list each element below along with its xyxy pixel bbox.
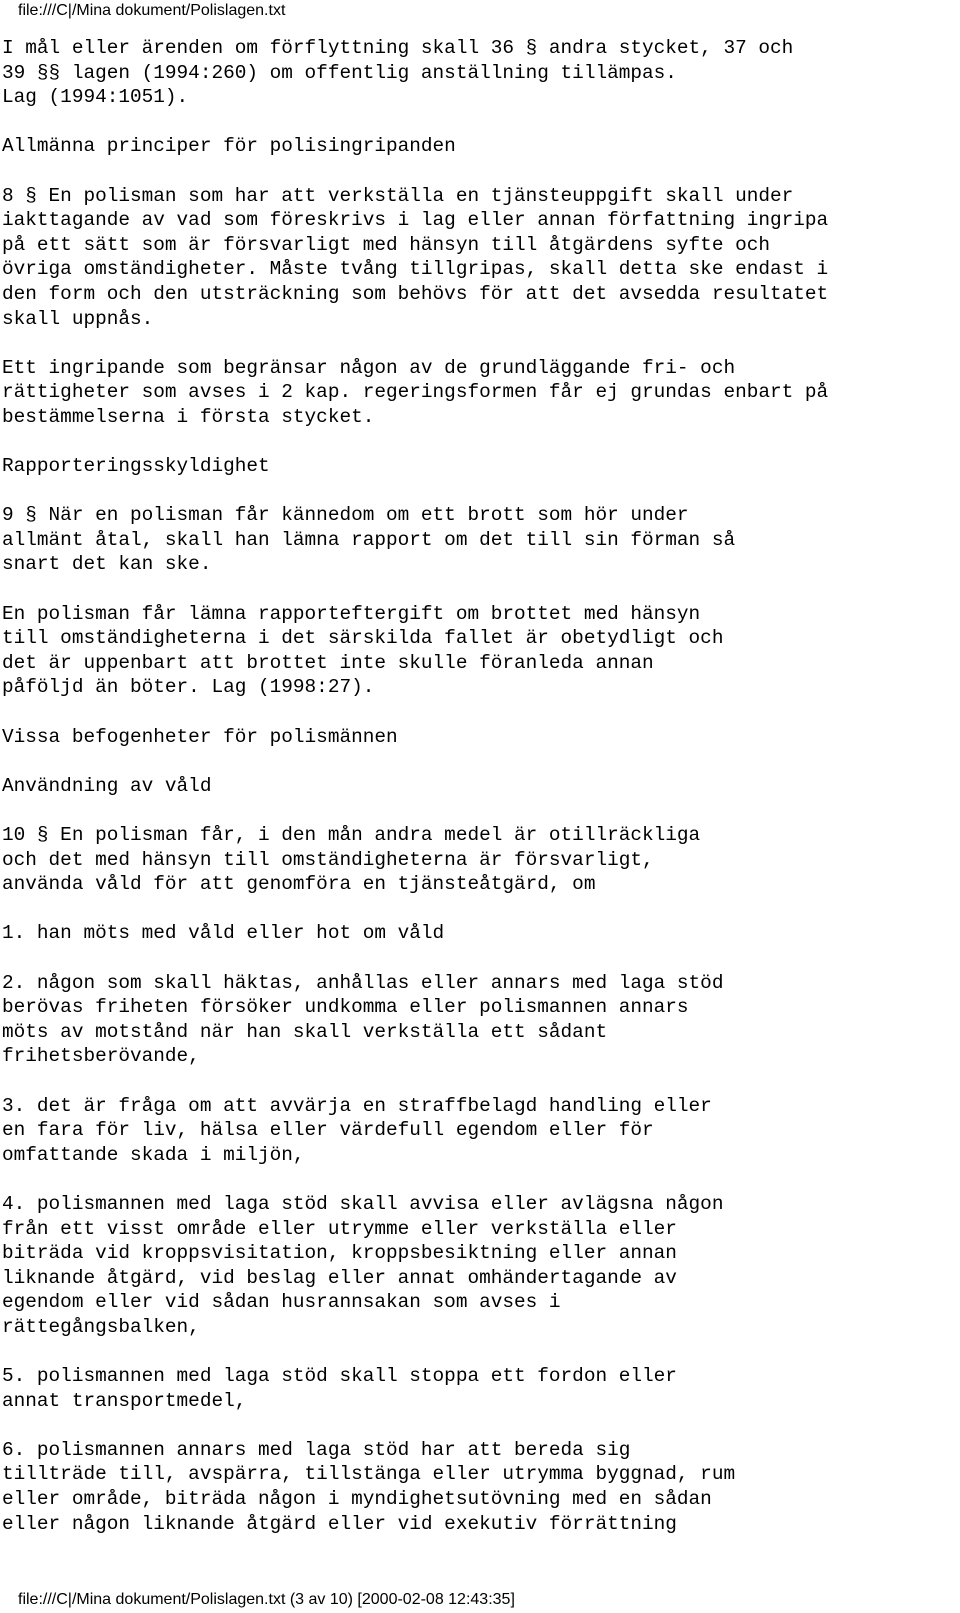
text-line: använda våld för att genomföra en tjänsteåtgärd, om <box>2 873 596 896</box>
document-paragraph <box>2 602 958 700</box>
text-line: Lag (1994:1051). <box>2 86 189 109</box>
text-line: på ett sätt som är försvarligt med hänsyn till åtgärdens syfte och <box>2 233 770 256</box>
text-line: Ett ingripande som begränsar någon av de grundläggande fri- och <box>2 356 736 379</box>
document-paragraph <box>2 184 958 332</box>
text-line: 8 § En polisman som har att verkställa en tjänsteuppgift skall under <box>2 184 794 207</box>
document-paragraph <box>2 1094 958 1168</box>
document-paragraph <box>2 921 958 946</box>
text-line: påföljd än böter. Lag (1998:27). <box>2 676 375 699</box>
text-line: 2. någon som skall häktas, anhållas eller annars med laga stöd <box>2 971 724 994</box>
document-paragraph <box>2 356 958 430</box>
document-paragraph <box>2 1438 958 1536</box>
text-line: iakttagande av vad som föreskrivs i lag eller annan författning ingripa <box>2 209 829 232</box>
text-line: en fara för liv, hälsa eller värdefull egendom eller för <box>2 1119 654 1142</box>
text-line: Rapporteringsskyldighet <box>2 455 270 478</box>
text-line: den form och den utsträckning som behövs för att det avsedda resultatet <box>2 282 829 305</box>
text-line: egendom eller vid sådan husrannsakan som avses i <box>2 1291 561 1314</box>
header-file-url: file:///C|/Mina dokument/Polislagen.txt <box>18 2 286 19</box>
text-line: Allmänna principer för polisingripanden <box>2 135 456 158</box>
text-line: 9 § När en polisman får kännedom om ett brott som hör under <box>2 504 689 527</box>
document-paragraph <box>2 503 958 577</box>
text-line: Vissa befogenheter för polismännen <box>2 725 398 748</box>
text-line: allmänt åtal, skall han lämna rapport om det till sin förman så <box>2 528 736 551</box>
document-paragraph <box>2 36 958 110</box>
text-line: biträda vid kroppsvisitation, kroppsbesiktning eller annan <box>2 1242 677 1265</box>
text-line: 10 § En polisman får, i den mån andra medel är otillräckliga <box>2 824 701 846</box>
text-line: I mål eller ärenden om förflyttning skall 36 § andra stycket, 37 och <box>2 37 794 59</box>
document-paragraph <box>2 823 958 897</box>
text-line: 4. polismannen med laga stöd skall avvisa eller avlägsna någon <box>2 1192 724 1215</box>
document-paragraph <box>2 971 958 1069</box>
text-line: från ett visst område eller utrymme eller verkställa eller <box>2 1217 677 1240</box>
text-line: 5. polismannen med laga stöd skall stoppa ett fordon eller <box>2 1365 677 1388</box>
document-paragraph <box>2 1192 958 1340</box>
text-line: till omständigheterna i det särskilda fallet är obetydligt och <box>2 627 724 650</box>
text-line: rättegångsbalken, <box>2 1315 200 1338</box>
text-line: En polisman får lämna rapporteftergift om brottet med hänsyn <box>2 602 701 625</box>
text-line: rättigheter som avses i 2 kap. regeringsformen får ej grundas enbart på <box>2 381 829 404</box>
text-line: skall uppnås. <box>2 307 154 330</box>
text-line: omfattande skada i miljön, <box>2 1143 305 1166</box>
footer-file-info: file:///C|/Mina dokument/Polislagen.txt (3 av 10) [2000-02-08 12:43:35] <box>18 1591 515 1608</box>
text-line: övriga omständigheter. Måste tvång tillgripas, skall detta ske endast i <box>2 258 829 281</box>
text-line: Användning av våld <box>2 774 212 797</box>
text-line: tillträde till, avspärra, tillstänga eller utrymma byggnad, rum <box>2 1463 736 1486</box>
document-paragraph <box>2 134 958 159</box>
document-paragraph <box>2 725 958 750</box>
text-line: berövas friheten försöker undkomma eller polismannen annars <box>2 996 689 1019</box>
text-line: eller område, biträda någon i myndighetsutövning med en sådan <box>2 1488 712 1511</box>
document-paragraph <box>2 1364 958 1413</box>
document-paragraph <box>2 454 958 479</box>
text-line: 6. polismannen annars med laga stöd har att bereda sig <box>2 1438 631 1461</box>
text-line: och det med hänsyn till omständigheterna är försvarligt, <box>2 848 654 871</box>
text-line: 39 §§ lagen (1994:260) om offentlig anställning tillämpas. <box>2 61 677 84</box>
text-line: bestämmelserna i första stycket. <box>2 405 375 428</box>
text-line: möts av motstånd när han skall verkställa ett sådant <box>2 1020 608 1043</box>
document-body <box>2 36 958 1561</box>
text-line: 1. han möts med våld eller hot om våld <box>2 922 445 945</box>
text-line: 3. det är fråga om att avvärja en straffbelagd handling eller <box>2 1094 712 1117</box>
document-paragraph <box>2 774 958 799</box>
text-line: annat transportmedel, <box>2 1389 247 1412</box>
text-line: liknande åtgärd, vid beslag eller annat omhändertagande av <box>2 1266 677 1289</box>
text-line: snart det kan ske. <box>2 553 212 576</box>
text-line: eller någon liknande åtgärd eller vid exekutiv förrättning <box>2 1512 677 1535</box>
text-line: frihetsberövande, <box>2 1045 200 1068</box>
text-line: det är uppenbart att brottet inte skulle föranleda annan <box>2 651 654 674</box>
